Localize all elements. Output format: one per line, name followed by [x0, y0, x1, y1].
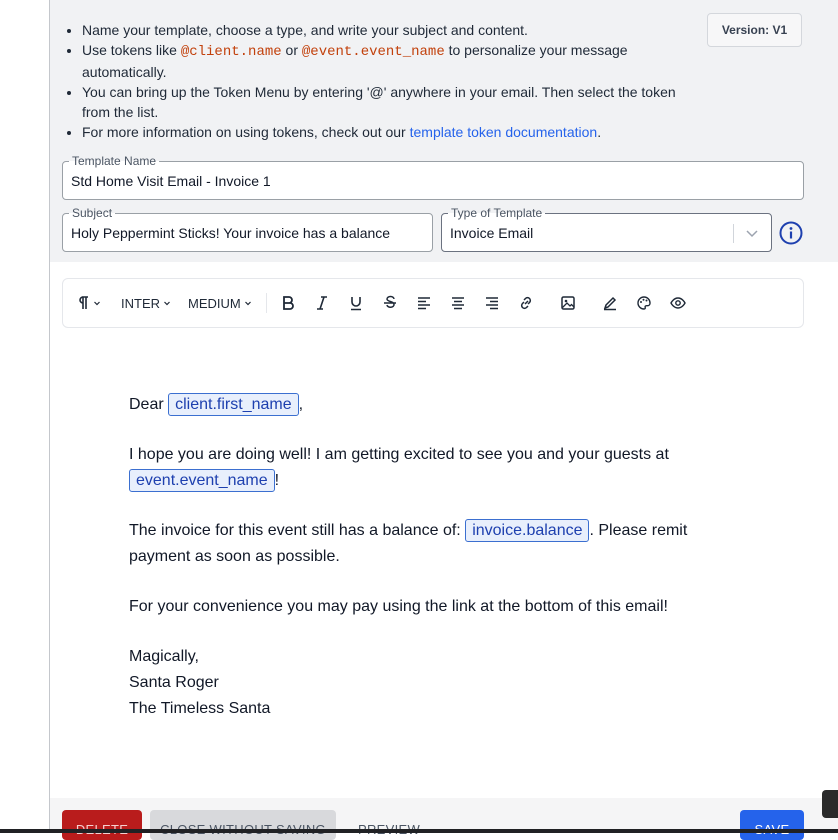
strikethrough-icon — [382, 295, 398, 311]
instruction-item — [82, 82, 682, 122]
align-center-icon — [450, 295, 466, 311]
highlighter-icon — [602, 295, 618, 311]
italic-button[interactable] — [314, 279, 330, 327]
instruction-text: or — [281, 42, 302, 58]
font-family-dropdown[interactable] — [121, 279, 172, 327]
template-name-label: Template Name — [69, 154, 159, 168]
align-left-icon — [416, 295, 432, 311]
instructions-list — [64, 20, 682, 142]
token-chip-event-name[interactable]: event.event_name — [129, 469, 275, 492]
instruction-text: You can bring up the Token Menu by entering '@' anywhere in your email. Then select the token from the list. — [82, 84, 676, 120]
font-weight-dropdown[interactable] — [188, 279, 253, 327]
token-chip-invoice-balance[interactable]: invoice.balance — [465, 519, 589, 542]
email-paragraph — [129, 442, 709, 494]
strikethrough-button[interactable] — [382, 279, 398, 327]
chevron-down-icon — [92, 298, 102, 308]
window-bottom-edge — [0, 829, 838, 833]
version-badge: Version: V1 — [707, 13, 802, 47]
email-text: , — [298, 396, 304, 413]
template-name-input[interactable]: Std Home Visit Email - Invoice 1 — [71, 172, 271, 189]
subject-label: Subject — [69, 206, 115, 220]
eye-icon — [670, 295, 686, 311]
bold-icon — [280, 295, 296, 311]
template-name-field[interactable] — [62, 154, 804, 200]
align-left-button[interactable] — [416, 279, 432, 327]
chevron-down-icon — [243, 298, 253, 308]
preview-toggle-button[interactable] — [670, 279, 686, 327]
instruction-item — [82, 122, 682, 142]
template-type-select[interactable] — [441, 206, 772, 252]
highlight-button[interactable] — [602, 279, 618, 327]
chevron-down-icon[interactable] — [745, 226, 759, 240]
editor-toolbar — [62, 278, 804, 328]
info-icon[interactable] — [779, 221, 803, 245]
email-paragraph — [129, 594, 709, 620]
preview-button[interactable] — [344, 810, 434, 840]
email-text: For your convenience you may pay using the link at the bottom of this email! — [129, 598, 668, 615]
email-signature-name: Santa Roger — [129, 674, 219, 691]
subject-field[interactable] — [62, 206, 433, 252]
image-icon — [560, 295, 576, 311]
font-weight-label: MEDIUM — [188, 295, 241, 311]
instruction-text: Use tokens like — [82, 42, 181, 58]
instruction-text: to personalize your message automatically. — [82, 42, 628, 80]
align-right-icon — [484, 295, 500, 311]
instruction-item — [82, 40, 682, 82]
instruction-item — [82, 20, 682, 40]
email-signature-title: The Timeless Santa — [129, 700, 271, 717]
email-text: I hope you are doing well! I am getting excited to see you and your guests at — [129, 446, 669, 463]
italic-icon — [314, 295, 330, 311]
chevron-down-icon — [162, 298, 172, 308]
email-text: Dear — [129, 396, 169, 413]
email-paragraph — [129, 518, 709, 570]
subject-input[interactable]: Holy Peppermint Sticks! Your invoice has a balance — [71, 224, 391, 241]
close-without-saving-button[interactable] — [150, 810, 336, 840]
paragraph-style-dropdown[interactable] — [77, 279, 102, 327]
floating-widget-edge — [822, 790, 838, 818]
underline-icon — [348, 295, 364, 311]
token-documentation-link[interactable]: template token documentation — [409, 124, 598, 140]
template-type-value[interactable]: Invoice Email — [450, 224, 534, 241]
email-text: ! — [274, 472, 280, 489]
bold-button[interactable] — [280, 279, 296, 327]
email-paragraph — [129, 392, 709, 418]
align-center-button[interactable] — [450, 279, 466, 327]
toolbar-divider — [266, 293, 267, 313]
email-body-editor[interactable] — [129, 392, 709, 722]
text-color-button[interactable] — [636, 279, 652, 327]
token-example-client-name: @client.name — [180, 44, 282, 60]
link-button[interactable] — [518, 279, 534, 327]
email-text: The invoice for this event still has a balance of: — [129, 522, 466, 539]
palette-icon — [636, 295, 652, 311]
email-signoff: Magically, — [129, 648, 199, 665]
save-button[interactable] — [740, 810, 804, 840]
underline-button[interactable] — [348, 279, 364, 327]
select-separator — [733, 224, 734, 243]
instruction-text: For more information on using tokens, check out our — [82, 124, 410, 140]
email-text: . Please remit payment as soon as possible. — [129, 522, 688, 565]
delete-button[interactable] — [62, 810, 142, 840]
instruction-text: Name your template, choose a type, and write your subject and content. — [82, 22, 528, 38]
align-right-button[interactable] — [484, 279, 500, 327]
instruction-text: . — [597, 124, 602, 140]
font-family-label: INTER — [121, 295, 160, 311]
token-chip-client-first-name[interactable]: client.first_name — [168, 393, 299, 416]
paragraph-icon — [77, 296, 89, 310]
link-icon — [518, 295, 534, 311]
image-button[interactable] — [560, 279, 576, 327]
token-example-event-name: @event.event_name — [301, 44, 445, 60]
template-type-label: Type of Template — [448, 206, 545, 220]
